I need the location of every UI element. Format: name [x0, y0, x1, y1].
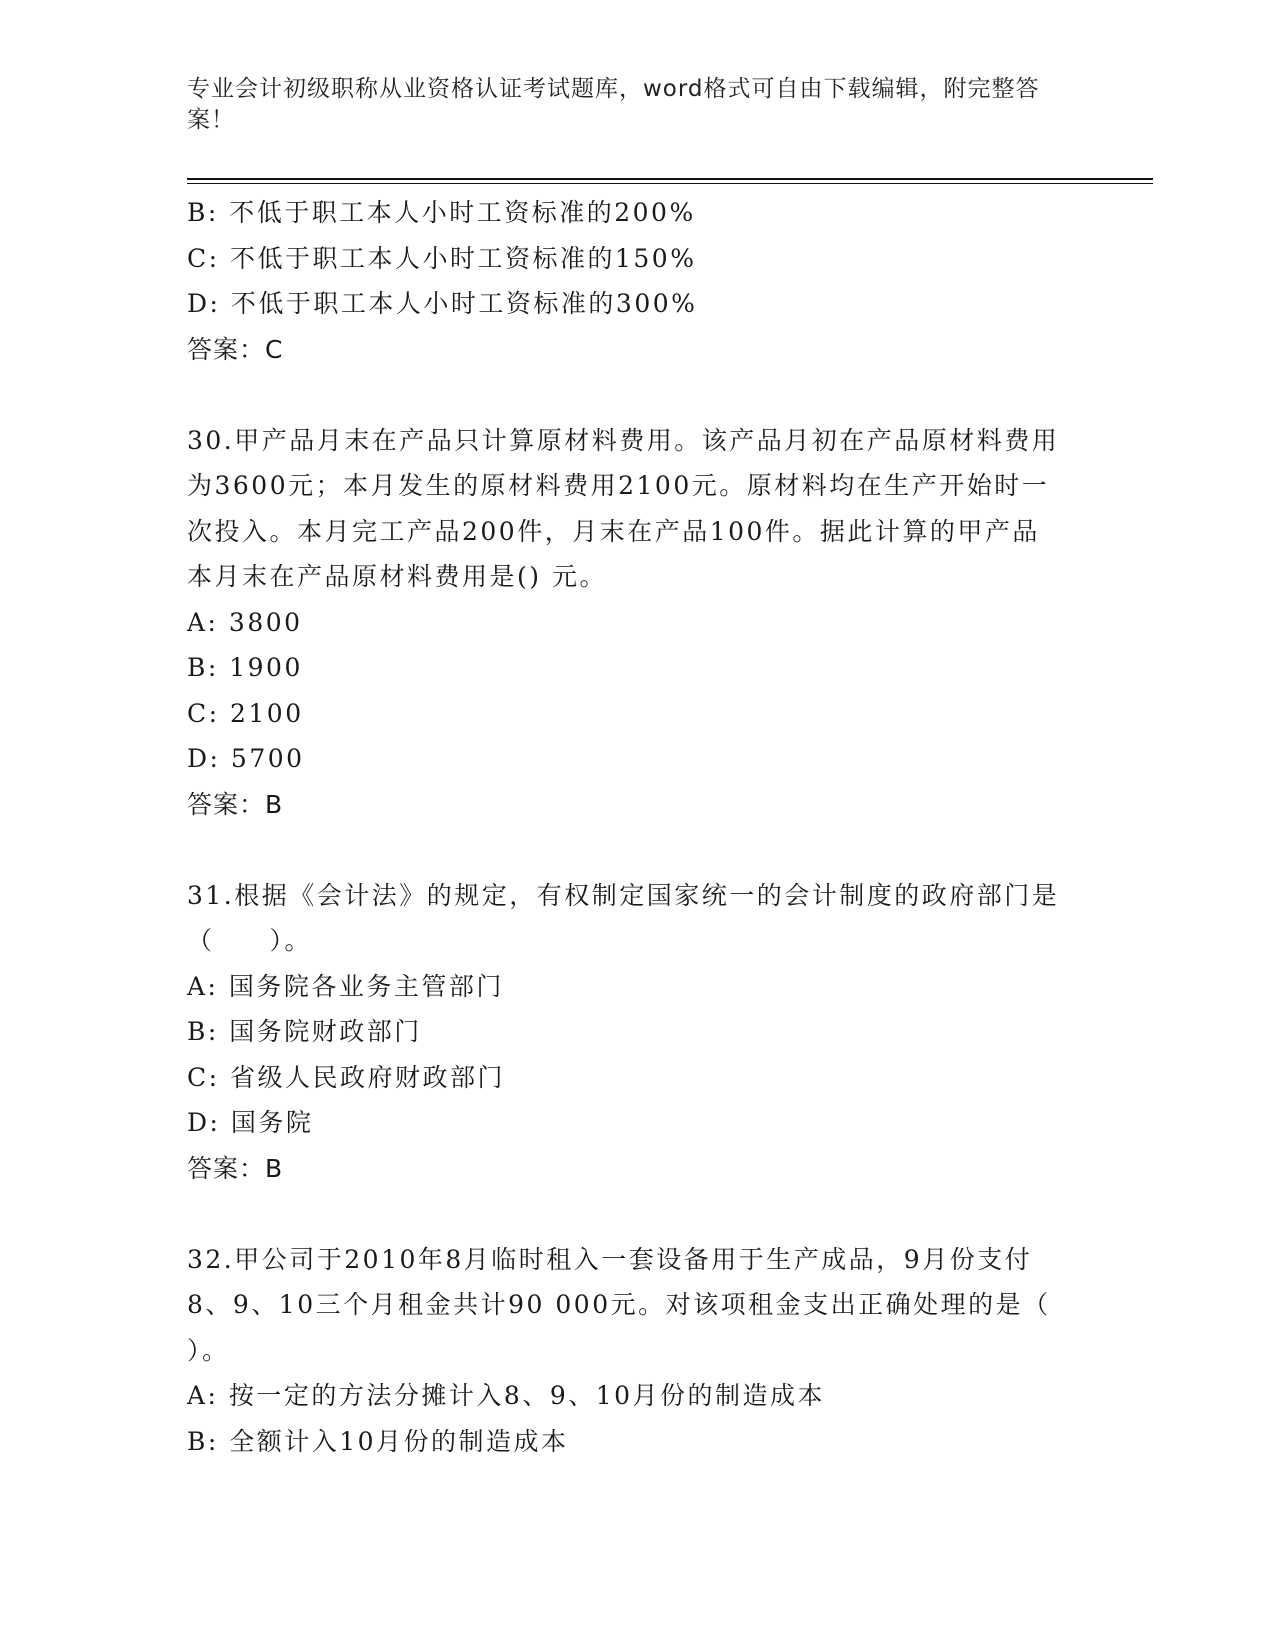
question-stem: 31.根据《会计法》的规定，有权制定国家统一的会计制度的政府部门是（ ）。: [187, 880, 1060, 955]
option-b: B: 1900: [187, 653, 303, 682]
spacer: [187, 827, 1087, 873]
question-29: [187, 190, 1087, 372]
option-c: C: 省级人民政府财政部门: [187, 1062, 505, 1092]
question-30: [187, 418, 1087, 828]
option-c: C: 不低于职工本人小时工资标准的150%: [187, 243, 697, 273]
question-stem: 30.甲产品月末在产品只计算原材料费用。该产品月初在产品原材料费用为3600元；本月发生的原材料费用2100元。原材料均在生产开始时一次投入。本月完工产品200件，月末在产品100件。据此计算的甲产品本月末在产品原材料费用是() 元。: [187, 425, 1060, 591]
option-b: B: 国务院财政部门: [187, 1017, 422, 1046]
question-stem: 32.甲公司于2010年8月临时租入一套设备用于生产成品，9月份支付8、9、10三个月租金共计90 000元。对该项租金支出正确处理的是（ ）。: [187, 1244, 1051, 1365]
option-a: A: 3800: [187, 607, 303, 637]
option-a: A: 国务院各业务主管部门: [187, 971, 504, 1001]
spacer: [187, 372, 1087, 418]
option-d: D: 5700: [187, 744, 305, 773]
question-32: [187, 1237, 1087, 1465]
option-d: D: 不低于职工本人小时工资标准的300%: [187, 289, 698, 318]
header-rule-thick: [187, 178, 1153, 180]
page-header: 专业会计初级职称从业资格认证考试题库，word格式可自由下载编辑，附完整答案！: [187, 76, 1040, 133]
option-b: B: 全额计入10月份的制造成本: [187, 1426, 569, 1456]
spacer: [187, 1191, 1087, 1237]
option-c: C: 2100: [187, 698, 304, 728]
question-list: [187, 190, 1087, 1464]
header-rule-thin: [187, 183, 1153, 184]
option-a: A: 按一定的方法分摊计入8、9、10月份的制造成本: [187, 1381, 826, 1410]
option-d: D: 国务院: [187, 1108, 314, 1137]
question-31: [187, 873, 1087, 1192]
answer: 答案：B: [187, 1153, 284, 1183]
option-b: B: 不低于职工本人小时工资标准的200%: [187, 198, 696, 227]
answer: 答案：B: [187, 789, 284, 819]
answer: 答案：C: [187, 334, 284, 364]
